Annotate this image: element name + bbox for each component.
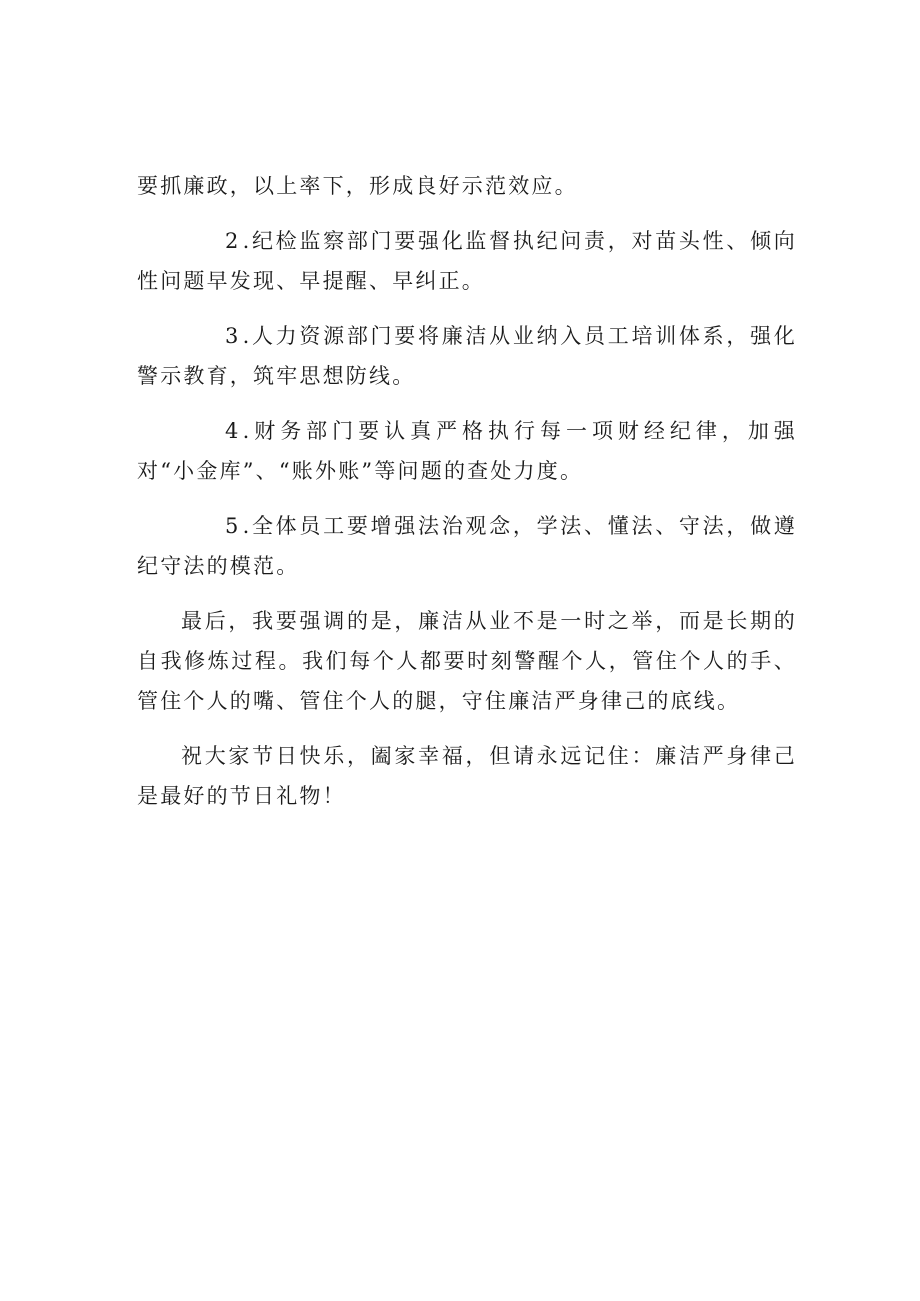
list-number: 2 bbox=[225, 229, 241, 253]
list-number: 4 bbox=[225, 419, 241, 443]
paragraph-text: .纪检监察部门要强化监督执纪问责，对苗头性、倾向性问题早发现、早提醒、早纠正。 bbox=[137, 229, 797, 293]
list-number: 5 bbox=[225, 514, 241, 538]
paragraph-text: 祝大家节日快乐，阖家幸福，但请永远记住：廉洁严身律己是最好的节日礼物！ bbox=[137, 744, 797, 808]
closing-paragraph bbox=[137, 601, 797, 721]
document-body bbox=[137, 166, 797, 831]
list-item-5 bbox=[137, 506, 797, 586]
paragraph-text: .全体员工要增强法治观念，学法、懂法、守法，做遵纪守法的模范。 bbox=[137, 514, 797, 578]
paragraph-text: 最后，我要强调的是，廉洁从业不是一时之举，而是长期的自我修炼过程。我们每个人都要时刻警醒个人，管住个人的手、管住个人的嘴、管住个人的腿，守住廉洁严身律己的底线。 bbox=[137, 609, 797, 713]
paragraph-text: 要抓廉政，以上率下，形成良好示范效应。 bbox=[137, 174, 578, 198]
list-number: 3 bbox=[225, 324, 241, 348]
paragraph-text: .人力资源部门要将廉洁从业纳入员工培训体系，强化警示教育，筑牢思想防线。 bbox=[137, 324, 797, 388]
greeting-paragraph bbox=[137, 736, 797, 816]
paragraph-text: .财务部门要认真严格执行每一项财经纪律，加强对“小金库”、“账外账”等问题的查处力度。 bbox=[137, 419, 797, 483]
list-item-3 bbox=[137, 316, 797, 396]
list-item-4 bbox=[137, 411, 797, 491]
list-item-2 bbox=[137, 221, 797, 301]
paragraph-continuation bbox=[137, 166, 797, 206]
